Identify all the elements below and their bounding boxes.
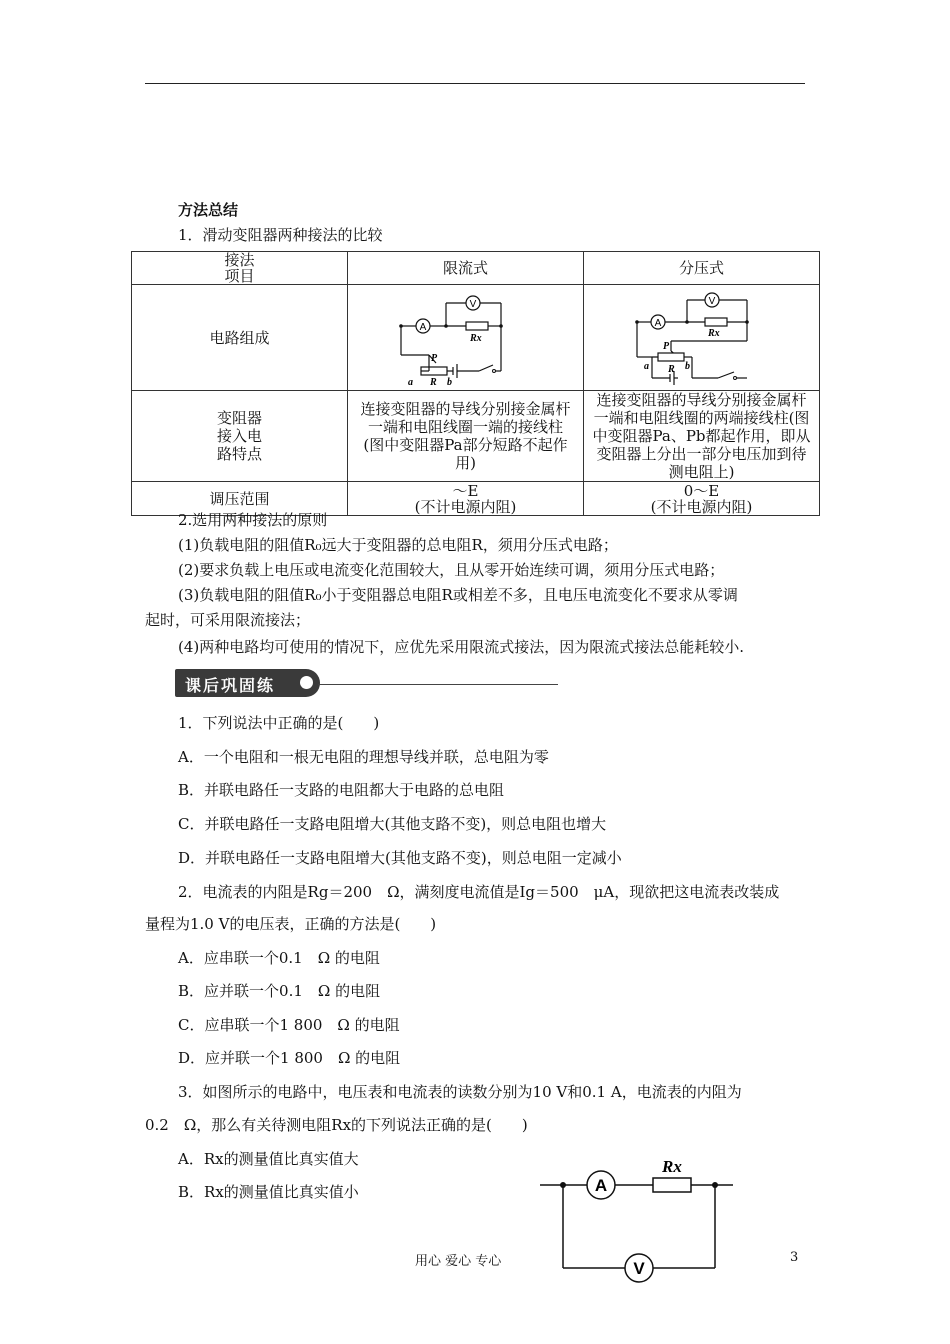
question-2-option-c: C．应串联一个1 800 Ω 的电阻 <box>178 1016 400 1034</box>
cell-features-limiting: 连接变阻器的导线分别接金属杆一端和电阻线圈一端的接线柱(图中变阻器Pa部分短路不起作用) <box>348 391 584 482</box>
row-label-features <box>132 391 348 482</box>
terminal-a-label: a <box>643 360 649 372</box>
row-label-features-line1: 变阻器 <box>216 409 262 427</box>
cell-range-limiting <box>348 482 584 516</box>
voltmeter-symbol-label: V <box>708 295 715 307</box>
row-label-features-line3: 路特点 <box>216 445 262 463</box>
voltmeter-symbol-label: V <box>469 298 476 310</box>
terminal-a-label: a <box>407 376 413 387</box>
section-banner <box>175 669 320 697</box>
question-1-option-d: D．并联电路任一支路电阻增大(其他支路不变)，则总电阻一定减小 <box>178 849 622 867</box>
comparison-table <box>131 251 820 516</box>
cell-features-divider: 连接变阻器的导线分别接金属杆一端和电阻线圈的两端接线柱(图中变阻器Pa、Pb都起作用，即从变阻器上分出一部分电压加到待测电阻上) <box>584 391 820 482</box>
summary-item-2: 2.选用两种接法的原则 <box>178 511 328 529</box>
header-col-voltage-divider: 分压式 <box>584 252 820 285</box>
footer-slogan: 用心 爱心 专心 <box>415 1254 502 1269</box>
header-corner-cell <box>132 252 348 285</box>
rule-1: (1)负载电阻的阻值R₀远大于变阻器的总电阻R，须用分压式电路； <box>178 536 618 554</box>
rx-label: Rx <box>707 327 720 339</box>
row-label-features-line2: 接入电 <box>216 427 262 445</box>
rx-resistor-label: Rx <box>662 1157 682 1176</box>
question-3-option-b: B．Rx的测量值比真实值小 <box>178 1183 359 1201</box>
header-corner-top: 接法 <box>224 251 255 269</box>
question-1: 1．下列说法中正确的是( ) <box>178 714 380 732</box>
current-limiting-circuit-diagram <box>391 289 541 387</box>
cell-circuit-divider <box>584 285 820 391</box>
page-number: 3 <box>790 1250 799 1265</box>
rx-label: Rx <box>469 332 482 344</box>
section-divider <box>318 684 558 685</box>
summary-heading: 方法总结 <box>178 201 239 219</box>
header-col-current-limiting: 限流式 <box>348 252 584 285</box>
question-1-option-b: B．并联电路任一支路的电阻都大于电路的总电阻 <box>178 781 505 799</box>
summary-item-1: 1．滑动变阻器两种接法的比较 <box>178 226 383 244</box>
terminal-b-label: b <box>446 376 452 387</box>
question-2-option-b: B．应并联一个0.1 Ω 的电阻 <box>178 982 381 1000</box>
rule-4: (4)两种电路均可使用的情况下，应优先采用限流式接法，因为限流式接法总能耗较小. <box>178 638 745 656</box>
question-1-option-a: A．一个电阻和一根无电阻的理想导线并联，总电阻为零 <box>178 748 549 766</box>
row-label-range: 调压范围 <box>132 482 348 516</box>
voltmeter-label: V <box>633 1259 645 1278</box>
range-divider-value: 0～E <box>683 481 720 500</box>
header-corner-bottom: 项目 <box>224 267 255 285</box>
rule-2: (2)要求负载上电压或电流变化范围较大，且从零开始连续可调，须用分压式电路； <box>178 561 725 579</box>
rule-3-line2: 起时，可采用限流接法； <box>145 611 311 629</box>
section-title: 课后巩固练 <box>185 676 276 695</box>
range-divider-note: (不计电源内阻) <box>650 497 753 516</box>
range-limiting-value: ～E <box>452 481 479 500</box>
slider-p-label: P <box>662 340 669 352</box>
row-label-circuit: 电路组成 <box>132 285 348 391</box>
rheostat-r-label: R <box>667 363 675 375</box>
terminal-b-label: b <box>684 360 690 372</box>
voltage-divider-circuit-diagram <box>622 289 782 387</box>
ammeter-symbol-label: A <box>654 317 661 329</box>
ammeter-label: A <box>594 1176 608 1195</box>
cell-circuit-limiting <box>348 285 584 391</box>
bullet-dot-icon <box>300 676 313 689</box>
rule-3-line1: (3)负载电阻的阻值R₀小于变阻器总电阻R或相差不多，且电压电流变化不要求从零调 <box>178 586 738 604</box>
table-header-row <box>132 252 820 285</box>
ammeter-symbol-label: A <box>419 321 426 333</box>
question-2-line2: 量程为1.0 V的电压表，正确的方法是( ) <box>145 915 437 933</box>
question-3-option-a: A．Rx的测量值比真实值大 <box>178 1150 359 1168</box>
rheostat-r-label: R <box>429 376 437 387</box>
question-3-circuit-diagram <box>535 1150 740 1285</box>
table-row-features <box>132 391 820 482</box>
table-row-circuit <box>132 285 820 391</box>
question-3-line1: 3．如图所示的电路中，电压表和电流表的读数分别为10 V和0.1 A，电流表的内阻为 <box>178 1083 742 1101</box>
question-3-line2: 0.2 Ω，那么有关待测电阻Rx的下列说法正确的是( ) <box>145 1116 528 1134</box>
cell-range-divider <box>584 482 820 516</box>
question-2-option-d: D．应并联一个1 800 Ω 的电阻 <box>178 1049 401 1067</box>
question-1-option-c: C．并联电路任一支路电阻增大(其他支路不变)，则总电阻也增大 <box>178 815 607 833</box>
range-limiting-note: (不计电源内阻) <box>414 497 517 516</box>
header-rule <box>145 83 805 84</box>
question-2-line1: 2．电流表的内阻是Rg＝200 Ω，满刻度电流值是Ig＝500 μA，现欲把这电流表改装成 <box>178 883 780 901</box>
slider-p-label: P <box>430 352 437 364</box>
question-2-option-a: A．应串联一个0.1 Ω 的电阻 <box>178 949 380 967</box>
